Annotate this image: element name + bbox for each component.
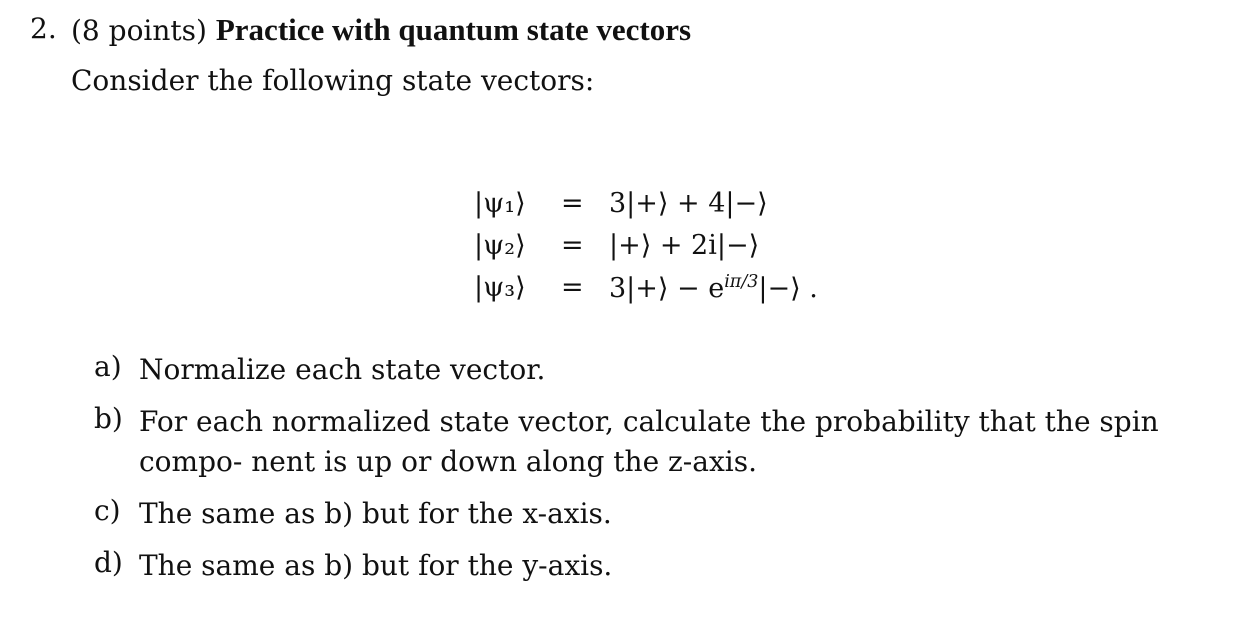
equals-sign: = bbox=[561, 272, 584, 303]
equation-row bbox=[474, 230, 894, 270]
equation-rhs: 3|+⟩ + 4|−⟩ bbox=[609, 188, 768, 219]
equation-lhs: |ψ₁⟩ bbox=[474, 188, 526, 219]
part-text: The same as b) but for the y-axis. bbox=[139, 549, 613, 582]
part-label: a) bbox=[94, 350, 122, 383]
equals-sign: = bbox=[561, 230, 584, 261]
part-text: Normalize each state vector. bbox=[139, 353, 546, 386]
part-text: For each normalized state vector, calculate the probability that the spin compo- nent is up or down along the z-axis. bbox=[139, 405, 1159, 478]
part-text: The same as b) but for the x-axis. bbox=[139, 497, 612, 530]
equation-block bbox=[474, 180, 894, 320]
problem-points: (8 points) bbox=[71, 14, 207, 47]
equation-rhs: 3|+⟩ − $e^{i\pi/3}|-⟩$ . bbox=[609, 272, 818, 304]
equation-lhs: |ψ₃⟩ bbox=[474, 272, 526, 303]
problem-number: 2. bbox=[30, 12, 57, 45]
part-label: c) bbox=[94, 494, 121, 527]
equation-row bbox=[474, 188, 894, 228]
problem-title: Practice with quantum state vectors bbox=[215, 12, 692, 47]
equation-row bbox=[474, 272, 894, 312]
equation-rhs: |+⟩ + 2i|−⟩ bbox=[609, 230, 760, 261]
equation-lhs: |ψ₂⟩ bbox=[474, 230, 526, 261]
part-label: b) bbox=[94, 402, 123, 435]
part-label: d) bbox=[94, 546, 123, 579]
problem-heading bbox=[71, 12, 691, 48]
problem-intro: Consider the following state vectors: bbox=[71, 64, 595, 97]
equals-sign: = bbox=[561, 188, 584, 219]
